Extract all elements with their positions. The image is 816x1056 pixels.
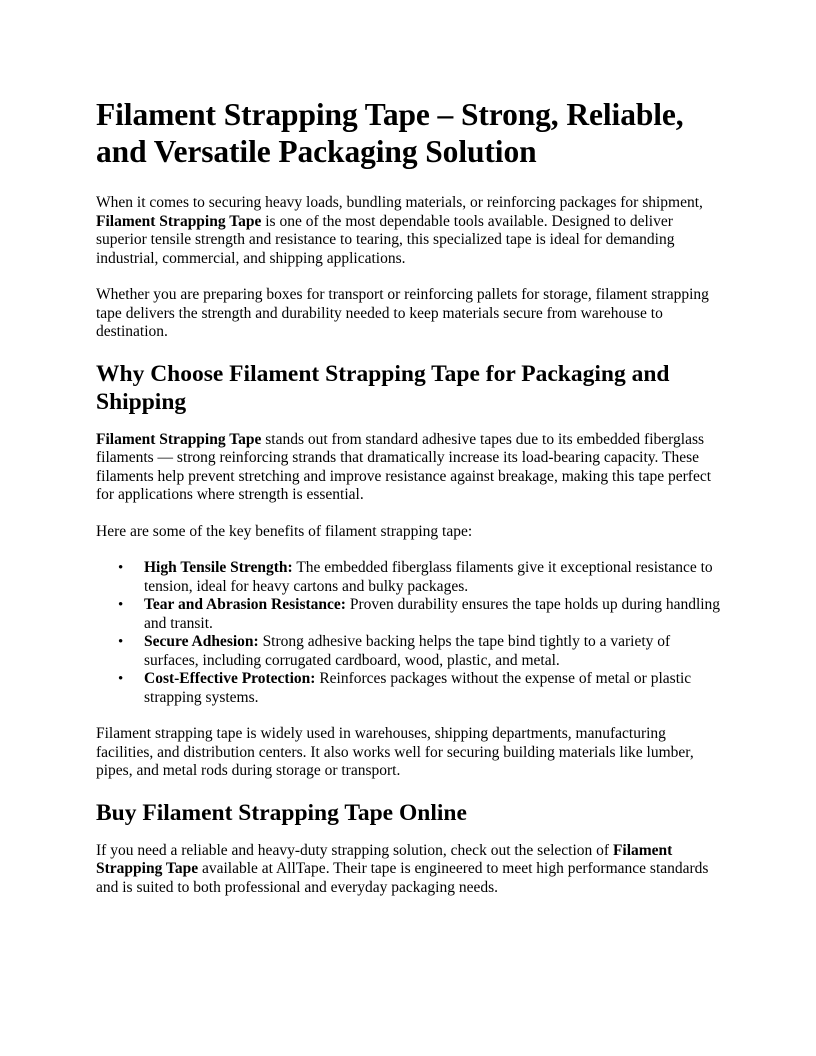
- intro-text-before: When it comes to securing heavy loads, bundling materials, or reinforcing packages for shipment,: [96, 194, 703, 211]
- benefit-text: Reinforces packages without the expense of metal or plastic strapping systems.: [144, 670, 692, 706]
- benefit-label: Tear and Abrasion Resistance:: [144, 596, 346, 613]
- section-heading-why: Why Choose Filament Strapping Tape for Packaging and Shipping: [96, 360, 670, 415]
- why-product-name: Filament Strapping Tape: [96, 430, 262, 448]
- benefits-intro: Here are some of the key benefits of filament strapping tape:: [96, 522, 473, 540]
- buy-text-after: available at AllTape. Their tape is engineered to meet high performance standards and is suited to both professional and everyday packaging needs.: [96, 860, 709, 896]
- intro-text-after: is one of the most dependable tools available. Designed to deliver superior tensile strength and resistance to tearing, this specialized tape is ideal for demanding industrial, commercial, and shipping applications.: [96, 212, 675, 267]
- benefits-list: [96, 559, 724, 707]
- benefit-label: Cost-Effective Protection:: [144, 670, 316, 687]
- document-page: [96, 96, 724, 915]
- intro-product-name: Filament Strapping Tape: [96, 212, 262, 230]
- why-text-after: stands out from standard adhesive tapes due to its embedded fiberglass filaments — strong reinforcing strands that dramatically increase its load-bearing capacity. These filaments help prevent stretching and improve resistance against breakage, making this tape perfect for applications where strength is essential.: [96, 430, 712, 503]
- bullet-icon: •: [118, 560, 124, 576]
- benefit-label: Secure Adhesion:: [144, 633, 259, 650]
- intro-paragraph-1: [96, 194, 724, 268]
- list-item: [118, 670, 724, 707]
- benefit-text: Proven durability ensures the tape holds up during handling and transit.: [144, 596, 721, 632]
- benefit-text: The embedded fiberglass filaments give it exceptional resistance to tension, ideal for heavy cartons and bulky packages.: [144, 559, 713, 595]
- benefit-text: Strong adhesive backing helps the tape bind tightly to a variety of surfaces, including corrugated cardboard, wood, plastic, and metal.: [144, 633, 671, 669]
- intro-paragraph-2: Whether you are preparing boxes for transport or reinforcing pallets for storage, filament strapping tape delivers the strength and durability needed to keep materials secure from warehouse to destination.: [96, 286, 709, 340]
- section-heading-buy: Buy Filament Strapping Tape Online: [96, 799, 467, 826]
- benefit-label: High Tensile Strength:: [144, 559, 293, 576]
- buy-product-name: Filament Strapping Tape: [96, 841, 673, 877]
- bullet-icon: •: [118, 671, 124, 687]
- buy-paragraph: [96, 842, 724, 898]
- buy-text-before: If you need a reliable and heavy-duty strapping solution, check out the selection of: [96, 841, 613, 859]
- usage-paragraph: Filament strapping tape is widely used in warehouses, shipping departments, manufacturing facilities, and distribution centers. It also works well for securing building materials like lumber, pipes, and metal rods during storage or transport.: [96, 725, 694, 779]
- bullet-icon: •: [118, 634, 124, 650]
- list-item: [118, 559, 724, 596]
- list-item: [118, 633, 724, 670]
- list-item: [118, 596, 724, 633]
- bullet-icon: •: [118, 597, 124, 613]
- why-paragraph-1: [96, 431, 724, 505]
- page-title: Filament Strapping Tape – Strong, Reliable, and Versatile Packaging Solution: [96, 97, 684, 169]
